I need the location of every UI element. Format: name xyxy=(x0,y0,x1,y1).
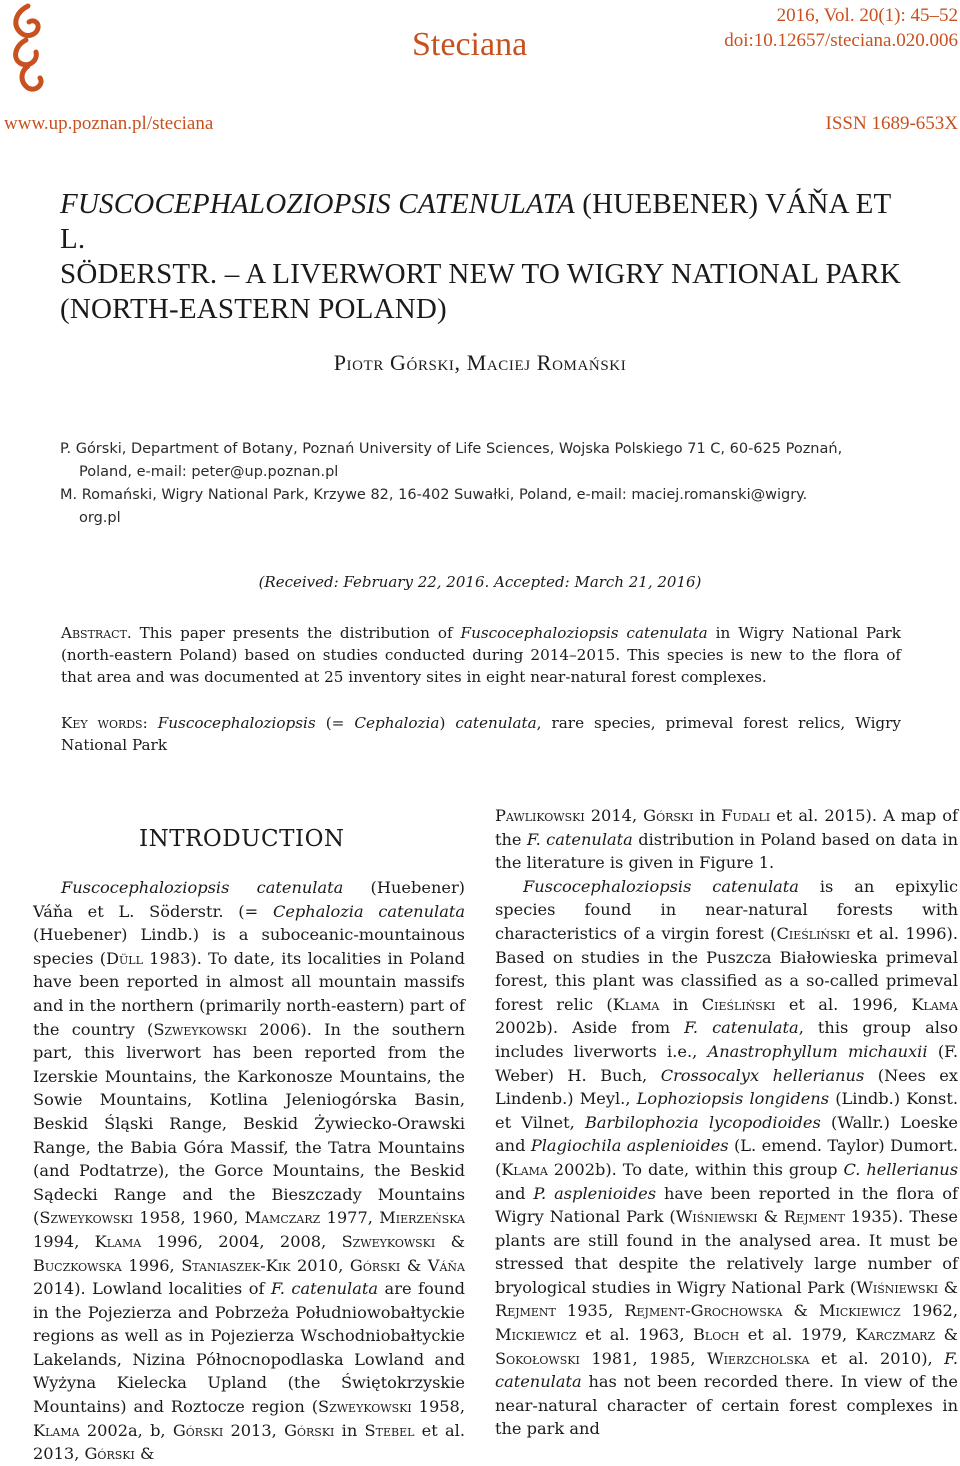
body-text: in xyxy=(693,806,722,825)
author-citation: Fudali xyxy=(721,806,771,825)
author-citation: Rejment xyxy=(783,1207,845,1227)
italic-text: Anastrophyllum michauxii xyxy=(707,1041,928,1061)
body-text: 1994, xyxy=(33,1231,95,1251)
italic-text: F. catenulata xyxy=(495,1348,958,1392)
body-text: (F. Weber) H. Buch, xyxy=(495,1041,958,1085)
author-citation: Rejment-Grochowska xyxy=(624,1301,783,1321)
author-citation: Szweykowski xyxy=(39,1208,134,1228)
body-text: has not been recorded there. In view of the near-natural character of certain forest complexes in the park and xyxy=(495,1372,958,1439)
author-citation: Rejment xyxy=(495,1301,556,1321)
body-text: 2002b). To date, within this group xyxy=(547,1159,844,1179)
article-title xyxy=(60,187,920,327)
body-text: (Wallr.) Loeske and xyxy=(495,1112,958,1156)
body-text: & xyxy=(757,1207,784,1227)
affiliations xyxy=(60,438,920,530)
abstract-label: Abstract. xyxy=(61,624,132,642)
body-column-right xyxy=(495,804,958,1441)
section-heading-introduction: INTRODUCTION xyxy=(139,826,345,852)
body-text: 1962, xyxy=(900,1301,958,1321)
italic-text: Plagiochila asplenioides xyxy=(530,1136,729,1156)
body-column-left xyxy=(33,876,465,1466)
body-text: 2006). In the southern part, this liverwort has been reported from the Izerskie Mountains, the Karkonosze Mountains, the Sowie Mountains, Kotlina Jeleniogórska Basin, Beskid Śląski Range, Beskid Żywiecko-Orawski Range, the Babia Góra Massif, the Tatra Mountains (and Podtatrze), the Gorce Mountains, the Beskid Sądecki Range and the Bieszczady Mountains ( xyxy=(33,1019,465,1228)
body-text: 1958, 1960, xyxy=(133,1208,245,1228)
received-dates: (Received: February 22, 2016. Accepted: March 21, 2016) xyxy=(258,573,702,591)
body-text: 1981, 1985, xyxy=(579,1348,707,1368)
author-citation: Cieśliński xyxy=(776,923,851,943)
italic-text: F. catenulata xyxy=(684,1018,799,1038)
italic-text: Fuscocephaloziopsis catenulata xyxy=(61,878,344,897)
italic-text: Barbilophozia lycopodioides xyxy=(584,1112,821,1132)
body-text: & xyxy=(935,1325,959,1345)
italic-text: Fuscocephaloziopsis catenulata xyxy=(523,876,799,896)
author-citation: Wiśniewski xyxy=(856,1277,939,1297)
body-text: 2013, xyxy=(223,1420,285,1440)
body-text: 2014). Lowland localities of xyxy=(33,1279,272,1299)
body-text: & xyxy=(134,1444,155,1464)
body-text: 1977, xyxy=(320,1208,380,1228)
body-text: is an epixylic species found in near-natural forests with characteristics of a virgin forest ( xyxy=(495,876,959,943)
affiliation-1: P. Górski, Department of Botany, Poznań University of Life Sciences, Wojska Polskiego 71 C, 60-625 Poznań, xyxy=(60,441,843,457)
body-text: have been reported in the flora of Wigry National Park ( xyxy=(495,1183,958,1227)
body-text: et al. 2010), xyxy=(809,1348,945,1368)
body-text: , this group also includes liverworts i.e., xyxy=(495,1018,958,1061)
author-citation: Buczkowska xyxy=(33,1255,122,1275)
paragraph xyxy=(33,876,465,1466)
author-citation: Szweykowski xyxy=(341,1231,436,1251)
keyword-text: ) xyxy=(439,714,456,732)
body-text: et al. 2013, xyxy=(33,1420,465,1464)
volume-line: 2016, Vol. 20(1): 45–52 xyxy=(776,5,958,26)
author-citation: Klama xyxy=(911,994,958,1014)
italic-text: Crossocalyx hellerianus xyxy=(660,1065,865,1085)
body-text: and xyxy=(495,1183,534,1203)
body-text: (Huebener) Lindb.) is a suboceanic-mountainous species ( xyxy=(33,925,465,968)
issue-info xyxy=(724,3,958,53)
body-text: 2010, xyxy=(290,1255,350,1275)
keywords xyxy=(61,712,901,756)
author-citation: Górski xyxy=(84,1444,135,1464)
author-citation: Górski xyxy=(172,1420,224,1440)
body-text: et al. 2015). A map of the xyxy=(495,806,958,849)
author-citation: Váňa xyxy=(427,1255,465,1275)
body-text: 1983). To date, its localities in Poland have been reported in almost all mountain massifs and in the northern (primarily north-eastern) part of the country ( xyxy=(33,948,465,1039)
keyword-synonym: Cephalozia xyxy=(354,714,440,732)
body-text: in xyxy=(659,994,702,1014)
author-citation: Pawlikowski xyxy=(495,806,585,825)
body-text: 1958, xyxy=(411,1397,465,1417)
author-citation: Mierzeńska xyxy=(379,1208,465,1228)
issn: ISSN 1689-653X xyxy=(825,113,958,134)
body-text: (Nees ex Lindenb.) Meyl., xyxy=(495,1065,958,1109)
body-text: 1935). These plants are still found in the analysed area. It must be stressed that despite the relatively large number of bryological studies in Wigry National Park ( xyxy=(495,1207,959,1297)
body-text: (Huebener) Váňa et L. Söderstr. (= xyxy=(33,878,465,921)
paragraph xyxy=(495,875,958,1441)
author-citation: Stebel xyxy=(364,1420,415,1440)
title-line-2: SÖDERSTR. – A LIVERWORT NEW TO WIGRY NATIONAL PARK xyxy=(60,258,902,290)
affiliation-1-cont: Poland, e-mail: peter@up.poznan.pl xyxy=(79,464,339,480)
author-citation: Cieśliński xyxy=(701,994,776,1014)
author-citation: Górski xyxy=(284,1420,335,1440)
author-citation: Klama xyxy=(33,1420,80,1440)
title-line-3: (NORTH-EASTERN POLAND) xyxy=(60,293,447,325)
author-citation: Klama xyxy=(501,1159,548,1179)
body-text: 2014, xyxy=(584,806,644,825)
italic-text: Lophoziopsis longidens xyxy=(636,1089,830,1109)
title-authority: (HUEBENER) VÁŇA ET L. xyxy=(60,188,891,255)
body-text: (L. emend. Taylor) Dumort. ( xyxy=(495,1136,959,1179)
doi-line: doi:10.12657/steciana.020.006 xyxy=(724,30,958,51)
body-text: 1996, 2004, 2008, xyxy=(141,1231,342,1251)
body-text: are found in the Pojezierza and Pobrzeża Południowobałtyckie regions as well as in Pojezierza Wschodniobałtyckie Lakelands, Nizina Północnopodlaska Lowland and Wyżyna Kielecka Upland (the Świętokrzyskie Mountains) and Roztocze region ( xyxy=(33,1279,465,1417)
italic-text: Cephalozia catenulata xyxy=(272,901,465,921)
keyword-text: (= xyxy=(315,714,355,732)
title-species: FUSCOCEPHALOZIOPSIS CATENULATA xyxy=(60,188,575,220)
author-citation: Wierzcholska xyxy=(706,1348,810,1368)
abstract-text: in Wigry National Park (north-eastern Poland) based on studies conducted during 2014–2015. This species is new to the flora of that area and was documented at 25 inventory sites in eight near-natural forest complexes. xyxy=(61,624,901,686)
author-citation: Bloch xyxy=(693,1325,740,1345)
body-text: et al. 1963, xyxy=(576,1325,693,1345)
body-text: et al. 1996, xyxy=(775,994,912,1014)
author-citation: Düll xyxy=(106,948,143,968)
body-text: 2002a, b, xyxy=(79,1420,173,1440)
body-text: et al. 1996). Based on studies in the Puszcza Białowieska primeval forest, this plant was classified as a so-called primeval forest relic ( xyxy=(495,923,958,1014)
italic-text: P. asplenioides xyxy=(533,1183,657,1203)
journal-name: Steciana xyxy=(412,26,528,63)
author-citation: Mickiewicz xyxy=(818,1301,901,1321)
body-text: in xyxy=(334,1420,365,1440)
body-text: & xyxy=(938,1277,959,1297)
author-citation: Mamczarz xyxy=(244,1208,321,1228)
paragraph xyxy=(495,804,958,875)
abstract-text: This paper presents the distribution of xyxy=(131,624,461,642)
body-text: 1996, xyxy=(121,1255,182,1275)
keyword-epithet: catenulata xyxy=(455,714,537,732)
keyword-genus: Fuscocephaloziopsis xyxy=(157,714,316,732)
body-text: & xyxy=(400,1255,428,1275)
body-text: & xyxy=(435,1231,465,1251)
author-citation: Klama xyxy=(612,994,660,1014)
body-text: et al. 1979, xyxy=(739,1325,856,1345)
author-citation: Mickiewicz xyxy=(495,1325,577,1345)
author-citation: Górski xyxy=(349,1255,401,1275)
journal-url[interactable]: www.up.poznan.pl/steciana xyxy=(4,113,214,134)
keyword-text: , rare species, primeval forest relics, Wigry National Park xyxy=(61,714,901,754)
steciana-swirl-logo-icon xyxy=(6,2,52,94)
abstract-species: Fuscocephaloziopsis catenulata xyxy=(460,624,708,642)
body-text: & xyxy=(782,1301,819,1321)
keywords-label: Key words: xyxy=(61,714,148,732)
affiliation-2: M. Romański, Wigry National Park, Krzywe 82, 16-402 Suwałki, Poland, e-mail: maciej.romanski@wigry. xyxy=(60,487,808,503)
author-citation: Szweykowski xyxy=(153,1019,247,1039)
italic-text: F. catenulata xyxy=(526,829,633,849)
affiliation-2-cont: org.pl xyxy=(79,510,121,526)
author-citation: Sokołowski xyxy=(495,1348,580,1368)
italic-text: F. catenulata xyxy=(271,1279,379,1299)
body-text: 1935, xyxy=(555,1301,625,1321)
italic-text: C. hellerianus xyxy=(843,1159,959,1179)
author-citation: Górski xyxy=(643,806,694,825)
authors: Piotr Górski, Maciej Romański xyxy=(333,350,627,375)
body-text: (Lindb.) Konst. et Vilnet, xyxy=(495,1089,959,1132)
body-text: distribution in Poland based on data in the literature is given in Figure 1. xyxy=(495,829,958,873)
abstract xyxy=(61,622,901,688)
author-citation: Szweykowski xyxy=(318,1397,412,1417)
author-citation: Klama xyxy=(94,1231,142,1251)
author-citation: Wiśniewski xyxy=(675,1207,758,1227)
author-citation: Karczmarz xyxy=(855,1325,936,1345)
author-citation: Staniaszek-Kik xyxy=(181,1255,291,1275)
body-text: 2002b). Aside from xyxy=(495,1018,685,1038)
